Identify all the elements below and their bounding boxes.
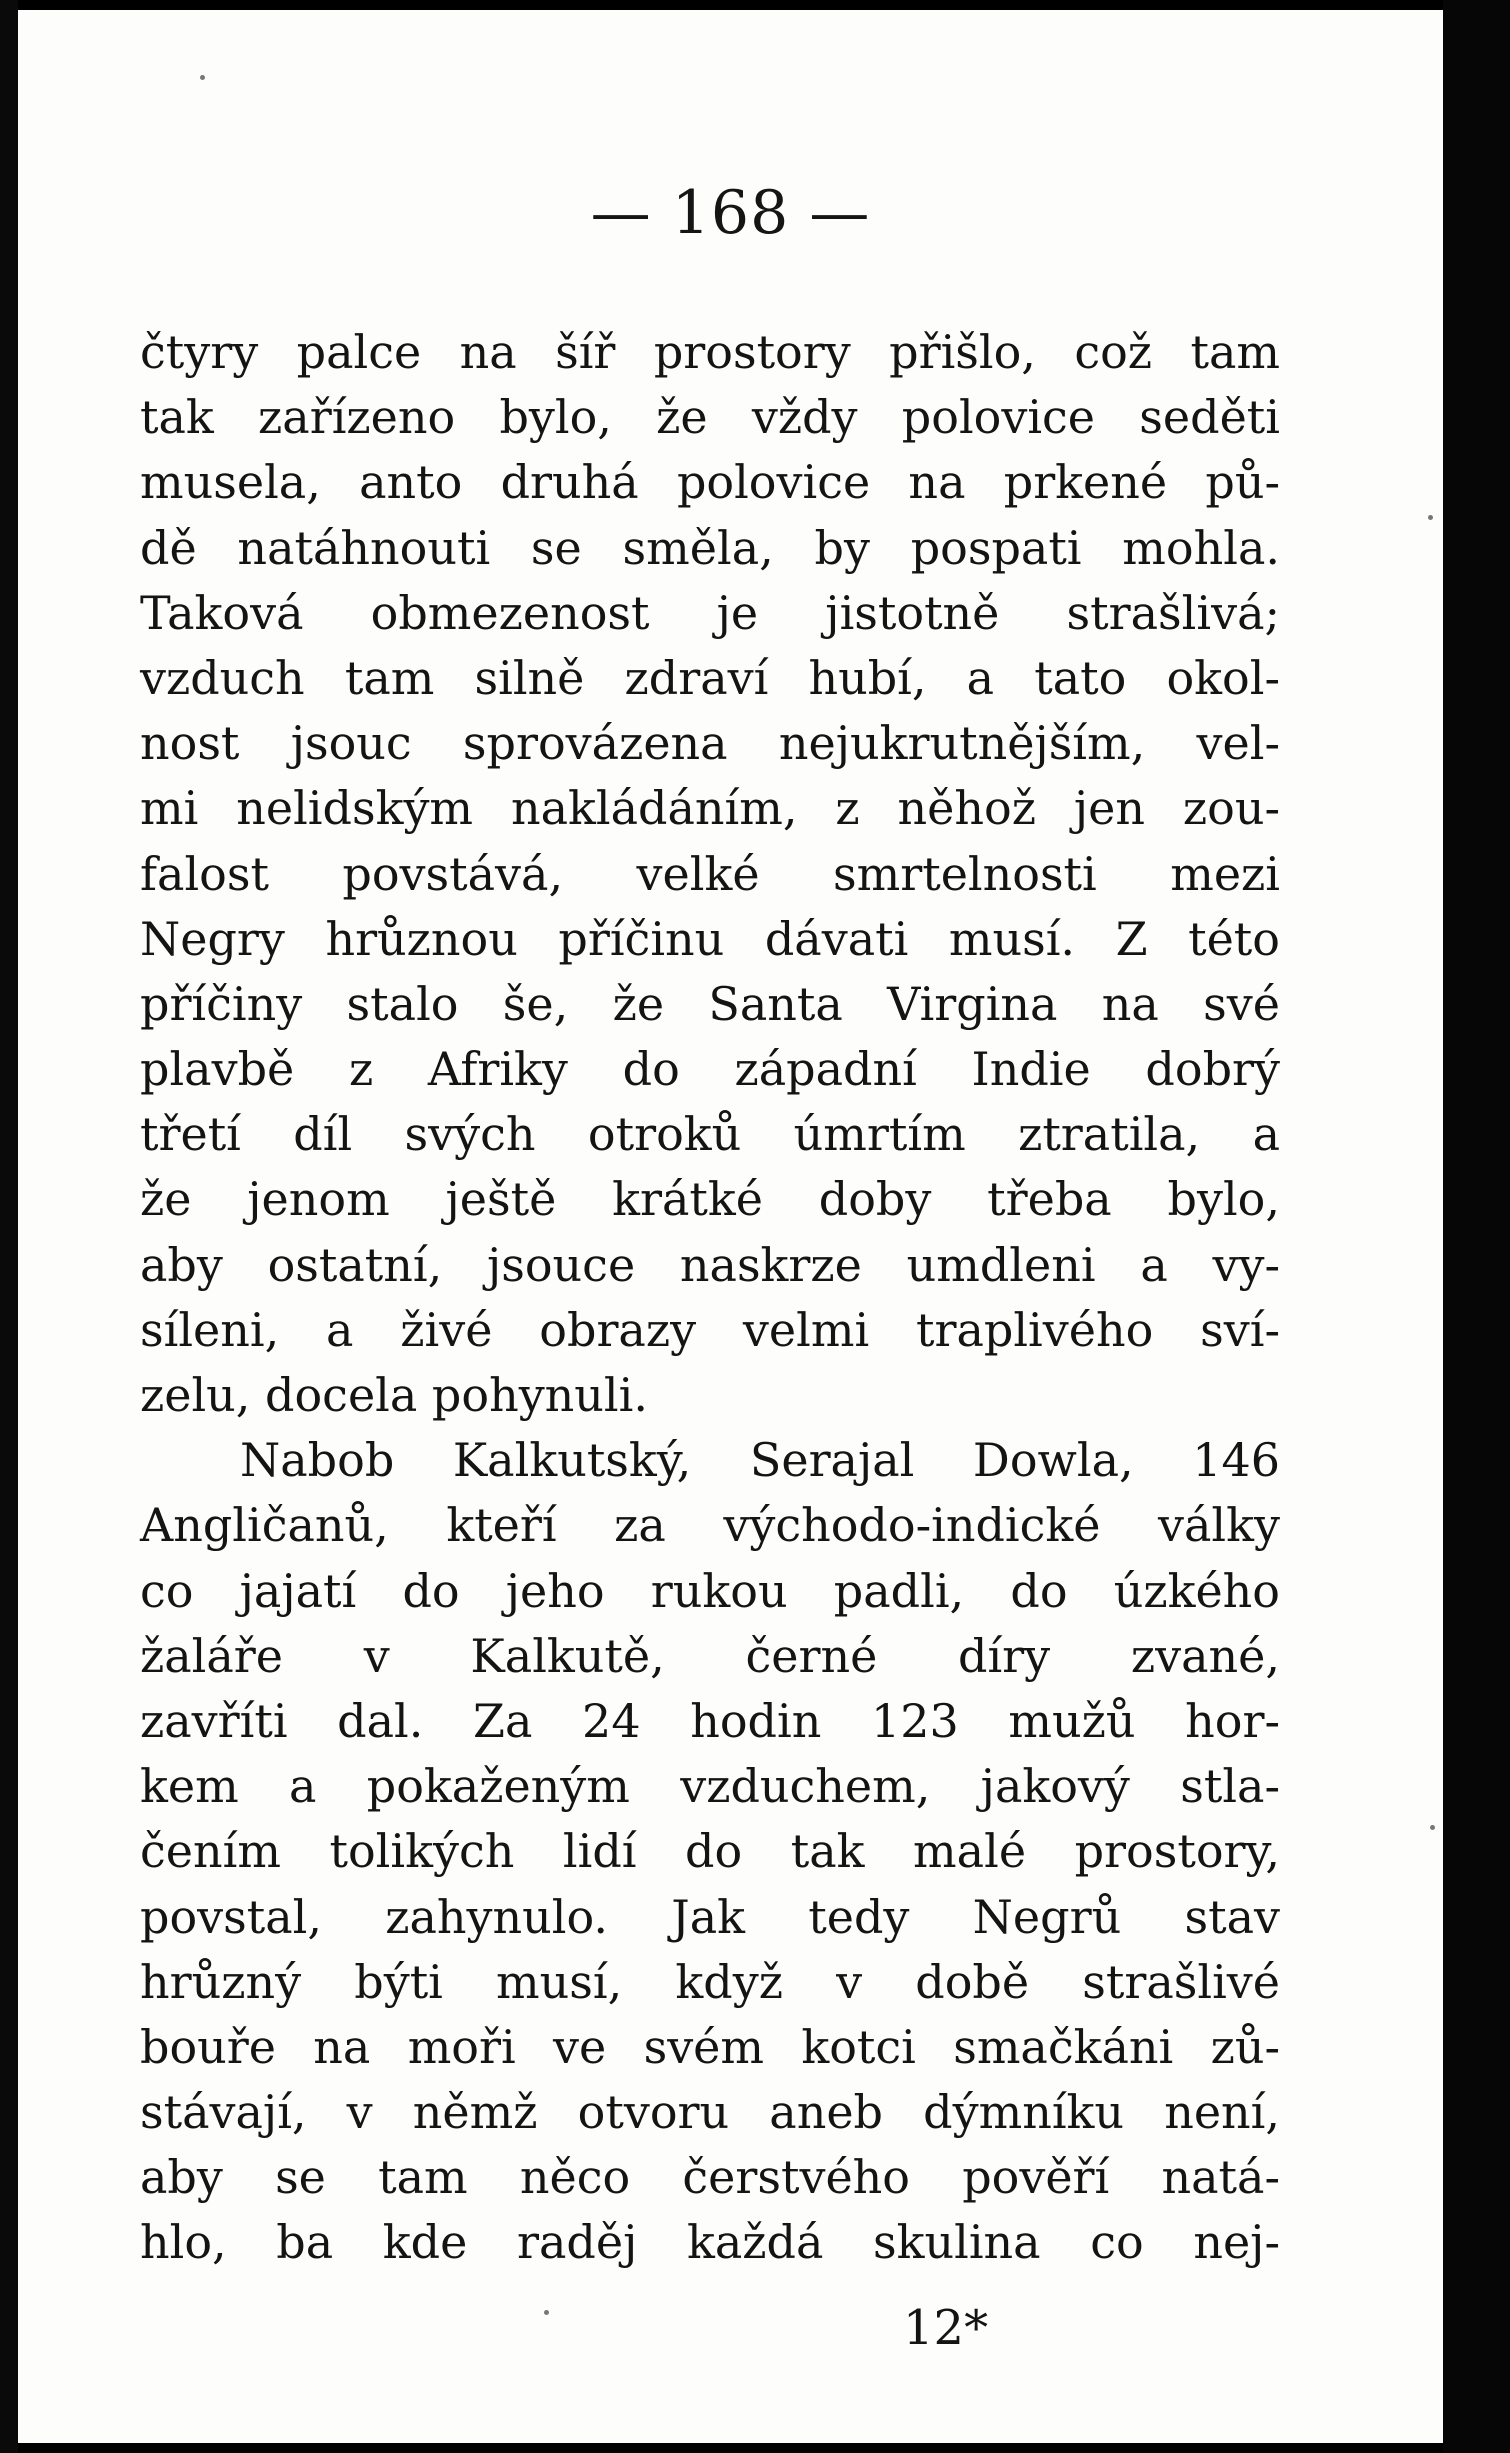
scan-left-edge [0,0,18,2453]
text-line: příčiny stalo še, že Santa Virgina na své [140,976,1280,1031]
text-line: nost jsouc sprovázena nejukrutnějším, vel- [140,716,1280,771]
paper-speck [1430,1825,1435,1830]
text-line: tak zařízeno bylo, že vždy polovice seděti [140,390,1280,445]
text-line: zavříti dal. Za 24 hodin 123 mužů hor- [140,1693,1280,1748]
text-line: mi nelidským nakládáním, z něhož jen zou- [140,781,1280,836]
text-line: co jajatí do jeho rukou padli, do úzkého [140,1563,1280,1618]
signature-mark: 12* [903,2300,989,2356]
paper-speck [200,75,205,80]
text-line: síleni, a živé obrazy velmi traplivého sví- [140,1302,1280,1357]
text-line: hlo, ba kde raděj každá skulina co nej- [140,2215,1280,2270]
book-page [18,10,1443,2443]
text-line: žaláře v Kalkutě, černé díry zvané, [140,1628,1280,1683]
text-line: hrůzný býti musí, když v době strašlivé [140,1954,1280,2009]
text-line: že jenom ještě krátké doby třeba bylo, [140,1172,1280,1227]
body-text [140,320,1280,2276]
paper-speck [544,2310,549,2315]
text-line: povstal, zahynulo. Jak tedy Negrů stav [140,1889,1280,1944]
text-line: musela, anto druhá polovice na prkené pů- [140,455,1280,510]
text-line: aby se tam něco čerstvého pověří natá- [140,2150,1280,2205]
text-line: falost povstává, velké smrtelnosti mezi [140,846,1280,901]
text-line: třetí díl svých otroků úmrtím ztratila, a [140,1107,1280,1162]
text-line: zelu, docela pohynuli. [140,1368,648,1422]
text-line: kem a pokaženým vzduchem, jakový stla- [140,1759,1280,1814]
text-line: stávají, v němž otvoru aneb dýmníku není, [140,2085,1280,2140]
text-line: plavbě z Afriky do západní Indie dobrý [140,1042,1280,1097]
text-line: Angličanů, kteří za východo-indické války [140,1498,1280,1553]
text-line: čením tolikých lidí do tak malé prostory, [140,1824,1280,1879]
paper-speck [1428,515,1433,520]
text-line: Negry hrůznou příčinu dávati musí. Z této [140,911,1280,966]
scan-right-edge [1443,0,1510,2453]
text-line: dě natáhnouti se směla, by pospati mohla. [140,520,1280,575]
text-line: vzduch tam silně zdraví hubí, a tato okol- [140,650,1280,705]
text-line: Taková obmezenost je jistotně strašlivá; [140,585,1280,640]
text-line: Nabob Kalkutský, Serajal Dowla, 146 [240,1433,1280,1488]
text-line: bouře na moři ve svém kotci smačkáni zů- [140,2019,1280,2074]
text-line: aby ostatní, jsouce naskrze umdleni a vy- [140,1237,1280,1292]
page-number: — 168 — [590,178,871,248]
text-line: čtyry palce na šíř prostory přišlo, což tam [140,325,1280,379]
